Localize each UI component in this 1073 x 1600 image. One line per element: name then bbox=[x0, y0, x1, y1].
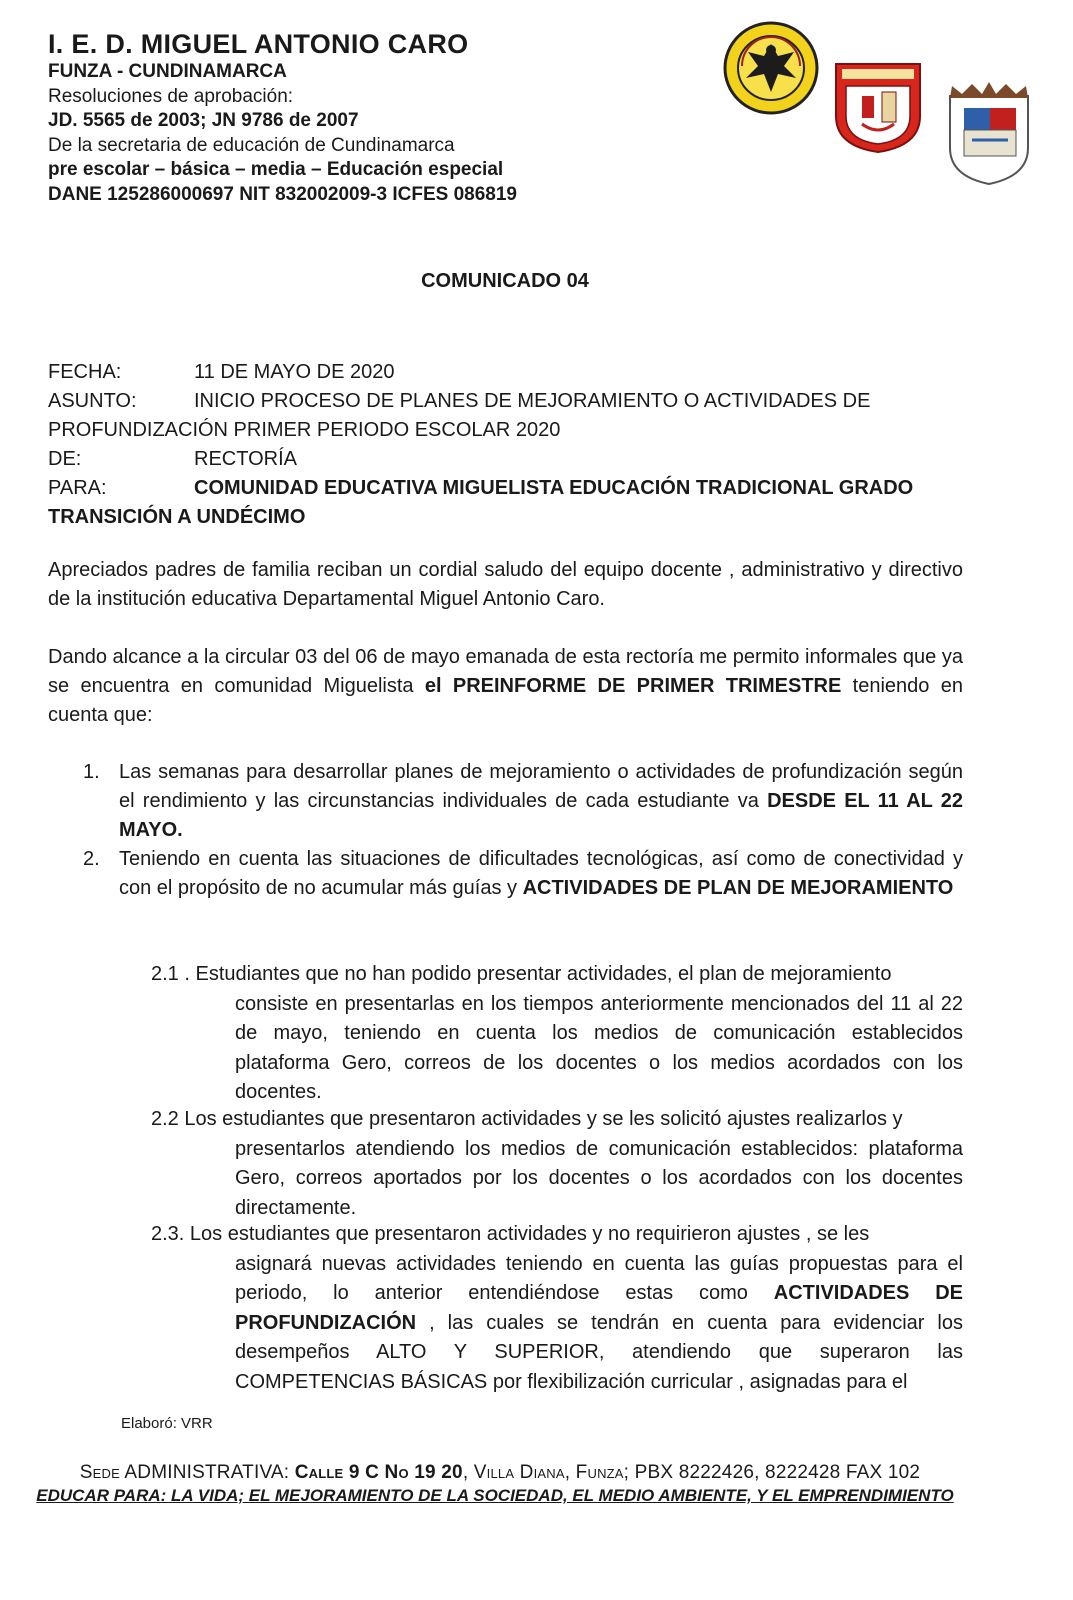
footer-address bbox=[0, 1462, 1000, 1484]
memo-header bbox=[48, 358, 968, 532]
sede-label: Sede bbox=[79, 1462, 120, 1483]
sub-item-first-line: 2.2 Los estudiantes que presentaron actividades y se les solicitó ajustes realizarlos y bbox=[151, 1108, 903, 1130]
school-seal-logo bbox=[722, 20, 820, 116]
fecha-value: 11 DE MAYO DE 2020 bbox=[194, 361, 395, 383]
para-value-2: TRANSICIÓN A UNDÉCIMO bbox=[48, 506, 306, 528]
list-highlight: ACTIVIDADES DE PLAN DE MEJORAMIENTO bbox=[522, 877, 954, 899]
funza-shield-logo bbox=[832, 60, 924, 154]
list-number: 2. bbox=[83, 848, 100, 870]
secretaria: De la secretaria de educación de Cundinamarca bbox=[48, 134, 455, 156]
footer-motto: EDUCAR PARA: LA VIDA; EL MEJORAMIENTO DE LA SOCIEDAD, EL MEDIO AMBIENTE, Y EL EMPRENDIMIENTO bbox=[36, 1486, 954, 1505]
sub-item-highlight: ACTIVIDADES DE PROFUNDIZACIÓN bbox=[235, 1282, 964, 1334]
institution-codes: DANE 125286000697 NIT 832002009-3 ICFES 086819 bbox=[48, 183, 517, 205]
intro-highlight: el PREINFORME DE PRIMER TRIMESTRE bbox=[424, 675, 842, 697]
sub-item-text: presentarlos atendiendo los medios de comunicación establecidos: plataforma Gero, correos aportados por los docentes o los acordados con los docentes directamente. bbox=[235, 1137, 963, 1219]
intro-text: Dando alcance a la circular 03 del 06 de mayo emanada de esta rectoría me permito informales que ya se encuentra en comunidad Miguelista bbox=[48, 646, 963, 697]
asunto-value-1: INICIO PROCESO DE PLANES DE MEJORAMIENTO O ACTIVIDADES DE bbox=[194, 390, 871, 412]
sede-rest: ADMINISTRATIVA: bbox=[119, 1462, 295, 1483]
list-text: Teniendo en cuenta las situaciones de dificultades tecnológicas, así como de conectividad y con el propósito de no acumular más guías y bbox=[119, 848, 963, 899]
sub-item-text: consiste en presentarlas en los tiempos anteriormente mencionados del 11 al 22 de mayo, teniendo en cuenta los medios de comunicación establecidos plataforma Gero, correos de los docentes o los medios acordados con los docentes. bbox=[235, 992, 963, 1103]
location: FUNZA - CUNDINAMARCA bbox=[48, 61, 287, 82]
sub-item-text bbox=[151, 1250, 963, 1398]
sub-item-first-line: 2.3. Los estudiantes que presentaron actividades y no requirieron ajustes , se les bbox=[151, 1223, 870, 1245]
para-value-1: COMUNIDAD EDUCATIVA MIGUELISTA EDUCACIÓN TRADICIONAL GRADO bbox=[194, 477, 914, 499]
de-label: DE: bbox=[48, 448, 82, 470]
list-item bbox=[83, 758, 963, 845]
list-text: Las semanas para desarrollar planes de mejoramiento o actividades de profundización según el rendimiento y las circunstancias individuales de cada estudiante va bbox=[119, 761, 963, 812]
asunto-value-2: PROFUNDIZACIÓN PRIMER PERIODO ESCOLAR 2020 bbox=[48, 419, 561, 441]
asunto-label: ASUNTO: bbox=[48, 390, 137, 412]
resolutions-label: Resoluciones de aprobación: bbox=[48, 85, 294, 107]
resolutions: JD. 5565 de 2003; JN 9786 de 2007 bbox=[48, 110, 359, 131]
education-levels: pre escolar – básica – media – Educación especial bbox=[48, 159, 504, 180]
sub-item bbox=[151, 1105, 963, 1223]
letterhead bbox=[48, 28, 517, 207]
fecha-label: FECHA: bbox=[48, 361, 122, 383]
intro-tail: teniendo en cuenta que: bbox=[48, 675, 963, 726]
sub-item bbox=[151, 1220, 963, 1397]
sub-item bbox=[151, 960, 963, 1108]
sub-item-text-c: , las cuales se tendrán en cuenta para evidenciar los desempeños ALTO Y SUPERIOR, atendiendo que superaron las COMPETENCIAS BÁSICAS por flexibilización curricular , asignadas para el bbox=[235, 1311, 963, 1393]
de-value: RECTORÍA bbox=[194, 448, 297, 470]
sub-item-text-a: asignará nuevas actividades teniendo en cuenta las guías propuestas para el periodo, lo anterior entendiéndose estas como bbox=[235, 1252, 963, 1304]
cundinamarca-shield-logo bbox=[944, 78, 1034, 186]
institution-name: I. E. D. MIGUEL ANTONIO CARO bbox=[48, 29, 469, 59]
list-number: 1. bbox=[83, 761, 100, 783]
sub-item-first-line: 2.1 . Estudiantes que no han podido presentar actividades, el plan de mejoramiento bbox=[151, 963, 892, 985]
elaborated-by: Elaboró: VRR bbox=[121, 1415, 213, 1432]
list-highlight: DESDE EL 11 AL 22 MAYO. bbox=[119, 790, 963, 841]
address: Calle 9 C No 19 20 bbox=[294, 1462, 463, 1483]
greeting-paragraph: Apreciados padres de familia reciban un cordial saludo del equipo docente , administrativo y directivo de la institución educativa Departamental Miguel Antonio Caro. bbox=[48, 559, 963, 610]
para-label: PARA: bbox=[48, 477, 107, 499]
list-item bbox=[83, 845, 963, 903]
address-rest: , Villa Diana, Funza; PBX 8222426, 8222428 FAX 102 bbox=[462, 1462, 921, 1483]
intro-paragraph bbox=[48, 643, 963, 730]
document-title: COMUNICADO 04 bbox=[421, 270, 589, 292]
